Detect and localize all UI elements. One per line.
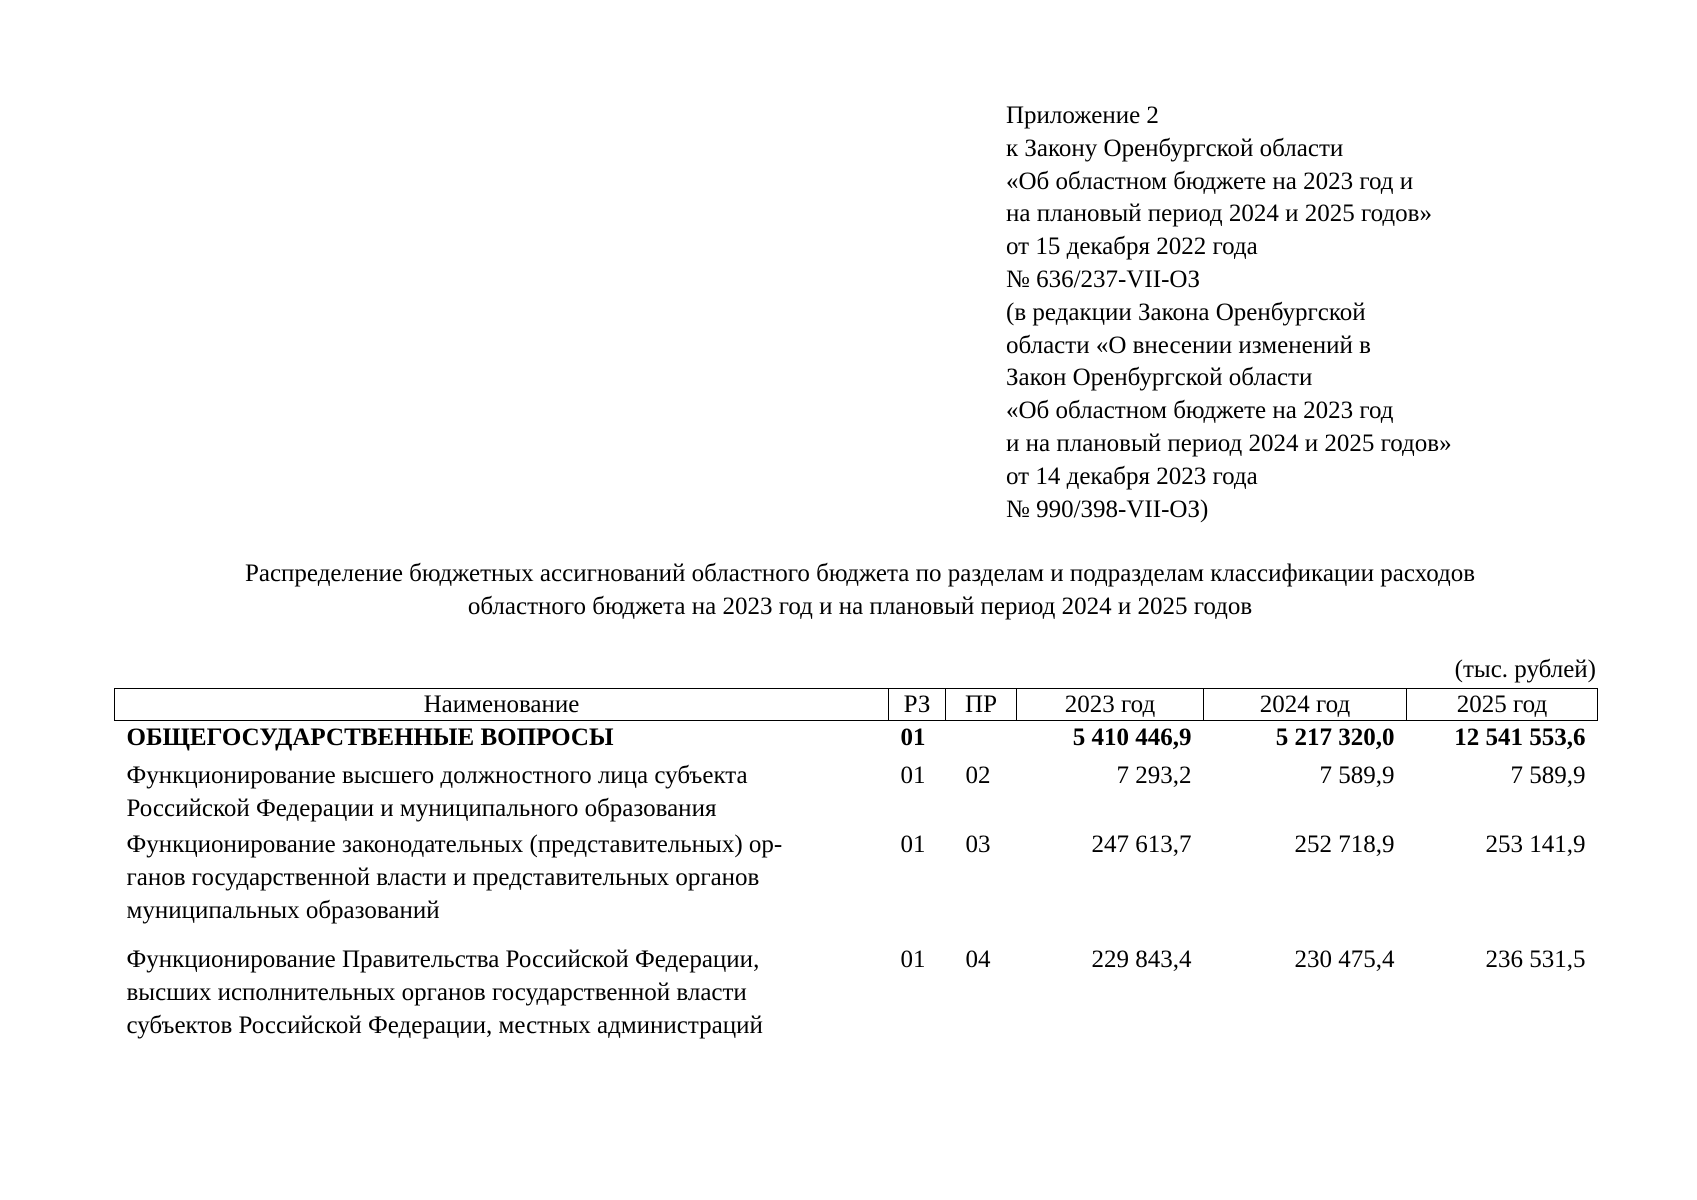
- table-body: [115, 721, 1598, 1044]
- row-name: [115, 721, 889, 760]
- appendix-line: к Закону Оренбургской области: [1006, 134, 1344, 162]
- row-pr: 03: [965, 831, 991, 858]
- budget-table: [114, 688, 1598, 1043]
- row-value-2024: 252 718,9: [1294, 831, 1395, 858]
- table-row: [115, 759, 1598, 828]
- row-name-line: Российской Федерации и муниципального образования: [126, 795, 717, 822]
- appendix-line: № 636/237-VII-ОЗ: [1006, 265, 1200, 293]
- appendix-header: [1006, 100, 1566, 526]
- appendix-line: Приложение 2: [1006, 102, 1159, 129]
- row-name: [115, 759, 889, 828]
- column-header-2023: 2023 год: [1017, 689, 1204, 721]
- document-title-line-2: областного бюджета на 2023 год и на плановый период 2024 и 2025 годов: [467, 593, 1253, 620]
- appendix-line: и на плановый период 2024 и 2025 годов»: [1006, 429, 1452, 457]
- row-rz: 01: [900, 831, 926, 858]
- row-pr: 04: [965, 946, 991, 973]
- column-header-2025: 2025 год: [1407, 689, 1598, 721]
- appendix-line: № 990/398-VII-ОЗ): [1006, 495, 1209, 523]
- table-row-section: [115, 721, 1598, 760]
- row-name-line: Функционирование Правительства Российской Федерации,: [126, 946, 760, 973]
- row-name-line: высших исполнительных органов государственной власти: [126, 979, 747, 1006]
- document-title-line-1: Распределение бюджетных ассигнований областного бюджета по разделам и подразделам классификации расходов: [244, 560, 1476, 587]
- row-value-2024: 230 475,4: [1294, 946, 1395, 973]
- row-value-2023: 5 410 446,9: [1072, 724, 1192, 751]
- row-value-2025: 7 589,9: [1510, 762, 1586, 789]
- row-rz: 01: [900, 762, 926, 789]
- row-name-line: муниципальных образований: [126, 897, 440, 924]
- table-header-row: [115, 689, 1598, 721]
- appendix-line: Закон Оренбургской области: [1006, 364, 1313, 392]
- table-header: [115, 689, 1598, 721]
- row-value-2024: 5 217 320,0: [1275, 724, 1395, 751]
- row-value-2025: 253 141,9: [1485, 831, 1586, 858]
- units-label: (тыс. рублей): [1454, 656, 1596, 683]
- row-value-2025: 12 541 553,6: [1454, 724, 1586, 751]
- appendix-line: «Об областном бюджете на 2023 год и: [1006, 167, 1414, 195]
- column-header-name: Наименование: [115, 689, 889, 721]
- row-rz: 01: [900, 946, 926, 973]
- column-header-pr: ПР: [946, 689, 1017, 721]
- row-pr: [946, 721, 1017, 760]
- table-row: [115, 828, 1598, 943]
- table-row: [115, 943, 1598, 1043]
- appendix-line: области «О внесении изменений в: [1006, 331, 1371, 359]
- row-pr: 02: [965, 762, 991, 789]
- document-title: [100, 557, 1620, 623]
- row-rz: 01: [900, 724, 926, 751]
- row-name-line: ганов государственной власти и представительных органов: [126, 864, 760, 891]
- row-value-2023: 247 613,7: [1091, 831, 1192, 858]
- row-name-line: Функционирование высшего должностного лица субъекта: [126, 762, 748, 789]
- column-header-2024: 2024 год: [1204, 689, 1407, 721]
- appendix-line: на плановый период 2024 и 2025 годов»: [1006, 200, 1432, 228]
- appendix-line: от 15 декабря 2022 года: [1006, 233, 1258, 261]
- row-value-2025: 236 531,5: [1485, 946, 1586, 973]
- row-value-2023: 229 843,4: [1091, 946, 1192, 973]
- column-header-rz: РЗ: [889, 689, 946, 721]
- row-name-line: субъектов Российской Федерации, местных администраций: [126, 1012, 763, 1039]
- row-value-2024: 7 589,9: [1319, 762, 1395, 789]
- row-value-2023: 7 293,2: [1116, 762, 1192, 789]
- row-name-line: ОБЩЕГОСУДАРСТВЕННЫЕ ВОПРОСЫ: [126, 724, 614, 751]
- row-name: [115, 828, 889, 943]
- appendix-line: от 14 декабря 2023 года: [1006, 462, 1258, 490]
- row-name-line: Функционирование законодательных (представительных) ор-: [126, 831, 783, 858]
- row-name: [115, 943, 889, 1043]
- appendix-line: (в редакции Закона Оренбургской: [1006, 298, 1366, 326]
- appendix-line: «Об областном бюджете на 2023 год: [1006, 397, 1394, 425]
